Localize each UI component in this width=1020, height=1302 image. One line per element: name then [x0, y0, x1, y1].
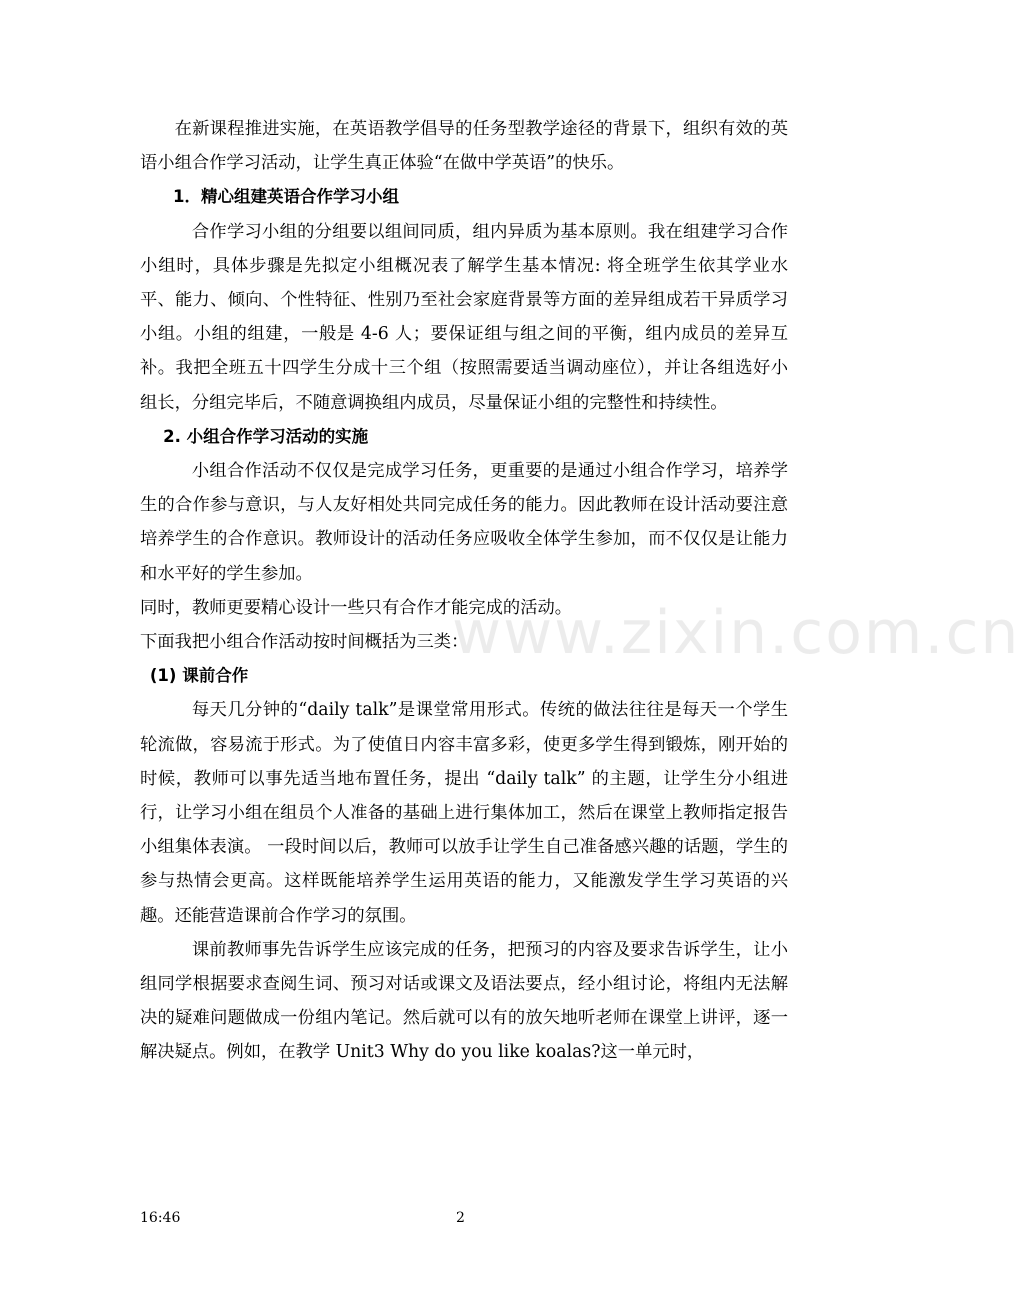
paragraph-implementation: 小组合作活动不仅仅是完成学习任务，更重要的是通过小组合作学习，培养学生的合作参与意识，与人友好相处共同完成任务的能力。因此教师在设计活动要注意培养学生的合作意识。教师设计的活动任务应吸收全体学生参加，而不仅仅是让能力和水平好的学生参加。 — [140, 461, 788, 584]
footer-time: 16:46 — [140, 1210, 181, 1226]
intro-paragraph: 在新课程推进实施，在英语教学倡导的任务型教学途径的背景下，组织有效的英语小组合作学习活动，让学生真正体验“在做中学英语”的快乐。 — [140, 119, 788, 174]
document-body — [140, 112, 788, 1070]
paragraph-grouping: 合作学习小组的分组要以组间同质，组内异质为基本原则。我在组建学习合作小组时，具体步骤是先拟定小组概况表了解学生基本情况: 将全班学生依其学业水平、能力、倾向、个性特征、性别乃至社会家庭背景等方面的差异组成若干异质学习小组。小组的组建，一般是 4-6 人；要保证组与组之间的平衡，组内成员的差异互补。我把全班五十四学生分成十三个组（按照需要适当调动座位），并让各组选好小组长，分组完毕后，不随意调换组内成员，尽量保证小组的完整性和持续性。 — [140, 221, 788, 413]
section-heading-1: 1．精心组建英语合作学习小组 — [173, 187, 399, 207]
watermark: www.zixin.com.cn — [452, 598, 1020, 668]
page-number: 2 — [456, 1210, 465, 1226]
paragraph-daily-talk: 每天几分钟的“daily talk”是课堂常用形式。传统的做法往往是每天一个学生轮流做，容易流于形式。为了使值日内容丰富多彩，使更多学生得到锻炼，刚开始的时候，教师可以事先适当地布置任务，提出 “daily talk” 的主题，让学生分小组进行，让学习小组在组员个人准备的基础上进行集体加工，然后在课堂上教师指定报告小组集体表演。 一段时间以后，教师可以放手让学生自己准备感兴趣的话题，学生的参与热情会更高。这样既能培养学生运用英语的能力，又能激发学生学习英语的兴趣。还能营造课前合作学习的氛围。 — [140, 700, 788, 926]
paragraph-design-note: 同时，教师更要精心设计一些只有合作才能完成的活动。 — [140, 597, 573, 618]
subsection-heading-1: (1) 课前合作 — [149, 666, 249, 686]
section-heading-2: 2. 小组合作学习活动的实施 — [163, 426, 369, 446]
paragraph-preview-tasks: 课前教师事先告诉学生应该完成的任务，把预习的内容及要求告诉学生，让小组同学根据要求查阅生词、预习对话或课文及语法要点，经小组讨论，将组内无法解决的疑难问题做成一份组内笔记。然后就可以有的放矢地听老师在课堂上讲评，逐一解决疑点。例如，在教学 Unit3 Why do you like koalas?这一单元时， — [140, 939, 788, 1063]
paragraph-categories: 下面我把小组合作活动按时间概括为三类： — [140, 632, 469, 653]
